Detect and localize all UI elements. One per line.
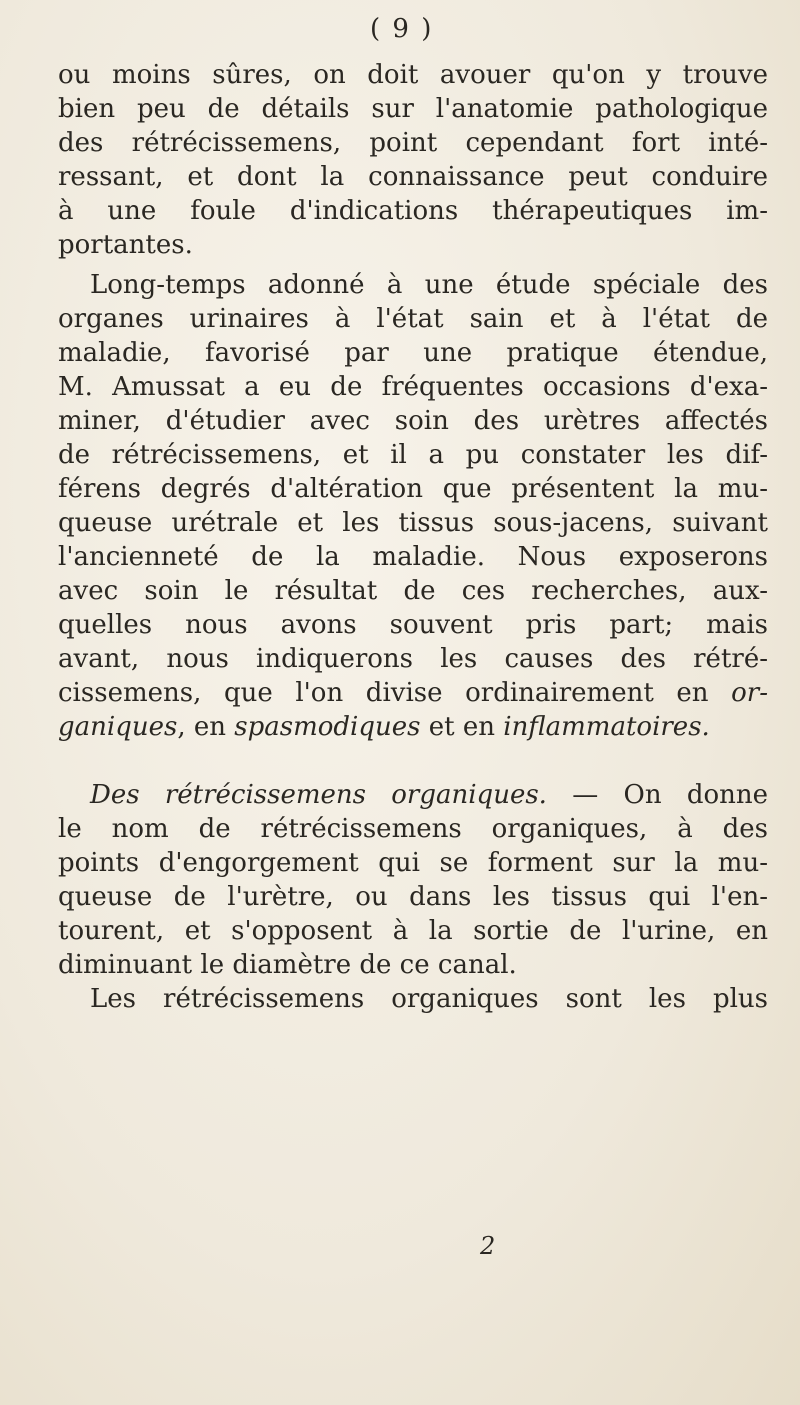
paragraph-1 [58,58,768,262]
text-line: férens degrés d'altération que présentent la mu- [58,474,768,504]
text-line: l'ancienneté de la maladie. Nous exposerons [58,542,768,572]
page-body [58,58,768,1016]
text-line: Les rétrécissemens organiques sont les plus [90,984,768,1014]
text-line: ressant, et dont la connaissance peut conduire [58,162,768,192]
text-line: diminuant le diamètre de ce canal. [58,950,517,980]
italic-term: or- [731,678,769,708]
text-span: et en [428,712,495,742]
text-line: organes urinaires à l'état sain et à l'état de [58,304,768,334]
text-line [58,676,768,710]
text-line: bien peu de détails sur l'anatomie pathologique [58,94,768,124]
signature-mark: 2 [480,1232,496,1260]
section-heading: Des rétrécissemens organiques. [90,780,547,810]
text-line: ou moins sûres, on doit avouer qu'on y trouve [58,60,768,90]
italic-term: spasmodiques [234,712,421,742]
paragraph-4 [58,982,768,1016]
text-line: à une foule d'indications thérapeutiques im- [58,196,768,226]
text-line: M. Amussat a eu de fréquentes occasions d'exa- [58,372,768,402]
text-line: avec soin le résultat de ces recherches, aux- [58,576,768,606]
paragraph-3 [58,778,768,982]
text-line: des rétrécissemens, point cependant fort inté- [58,128,768,158]
text-line [58,778,768,812]
text-line: le nom de rétrécissemens organiques, à des [58,814,768,844]
text-line: de rétrécissemens, et il a pu constater les dif- [58,440,768,470]
text-span: cissemens, que l'on divise ordinairement en [58,678,709,708]
text-span: , en [177,712,226,742]
text-line: portantes. [58,230,193,260]
text-line: maladie, favorisé par une pratique étendue, [58,338,768,368]
italic-term: inflammatoires. [503,712,710,742]
text-span: — On donne [572,780,769,810]
paragraph-2 [58,268,768,744]
page-number: ( 9 ) [370,14,434,44]
text-line: points d'engorgement qui se forment sur la mu- [58,848,768,878]
text-line: Long-temps adonné à une étude spéciale des [90,270,768,300]
text-line [58,710,768,744]
text-line: queuse urétrale et les tissus sous-jacens, suivant [58,508,768,538]
text-line: miner, d'étudier avec soin des urètres affectés [58,406,768,436]
text-line: queuse de l'urètre, ou dans les tissus qui l'en- [58,882,768,912]
text-line: avant, nous indiquerons les causes des rétré- [58,644,768,674]
italic-term: ganiques [58,712,178,742]
text-line: tourent, et s'opposent à la sortie de l'urine, en [58,916,768,946]
text-line: quelles nous avons souvent pris part; mais [58,610,768,640]
